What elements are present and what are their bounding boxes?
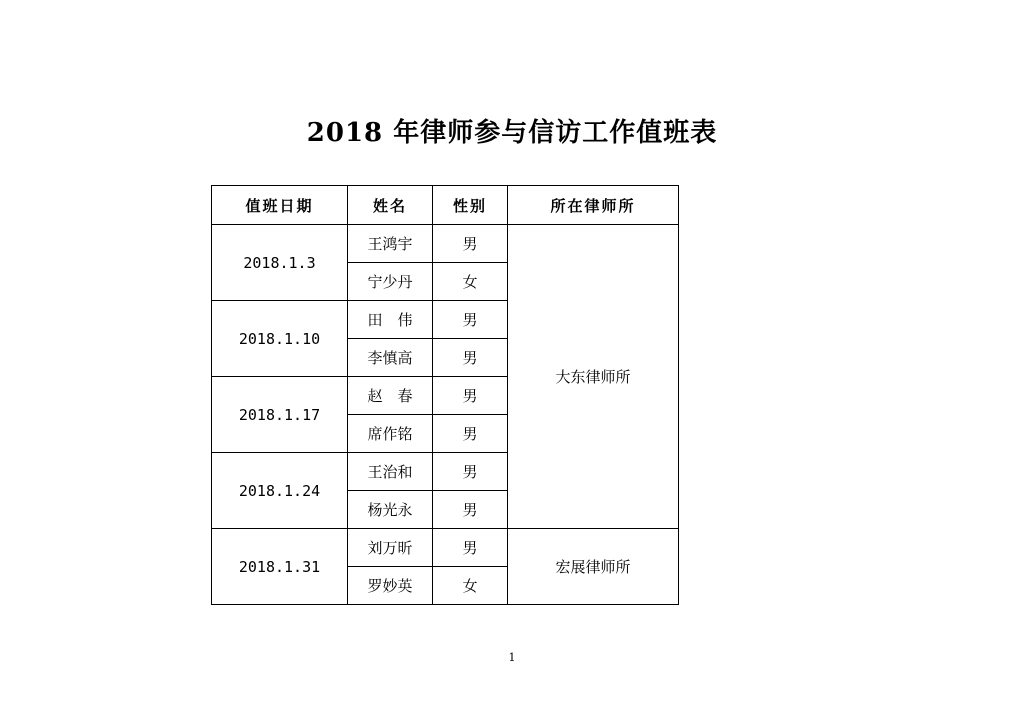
- duty-date: 2018.1.3: [212, 225, 348, 301]
- person-gender: 男: [433, 377, 508, 415]
- table-row: [212, 529, 679, 567]
- person-name: 杨光永: [348, 491, 433, 529]
- person-name: 罗妙英: [348, 567, 433, 605]
- header-date: 值班日期: [212, 186, 348, 225]
- person-gender: 女: [433, 263, 508, 301]
- person-name: 王鸿宇: [348, 225, 433, 263]
- duty-roster-table: [211, 185, 679, 605]
- header-name: 姓名: [348, 186, 433, 225]
- person-name: 王治和: [348, 453, 433, 491]
- person-gender: 男: [433, 225, 508, 263]
- firm-name: 大东律师所: [508, 225, 679, 529]
- duty-date: 2018.1.10: [212, 301, 348, 377]
- person-name: 赵 春: [348, 377, 433, 415]
- person-gender: 男: [433, 339, 508, 377]
- person-gender: 女: [433, 567, 508, 605]
- page-number: 1: [508, 651, 516, 664]
- person-name: 宁少丹: [348, 263, 433, 301]
- person-gender: 男: [433, 415, 508, 453]
- duty-date: 2018.1.31: [212, 529, 348, 605]
- table-header-row: [212, 186, 679, 225]
- person-gender: 男: [433, 491, 508, 529]
- person-name: 刘万昕: [348, 529, 433, 567]
- duty-date: 2018.1.17: [212, 377, 348, 453]
- header-gender: 性别: [433, 186, 508, 225]
- person-gender: 男: [433, 529, 508, 567]
- document-title: 2018 年律师参与信访工作值班表: [306, 118, 718, 148]
- person-name: 席作铭: [348, 415, 433, 453]
- duty-date: 2018.1.24: [212, 453, 348, 529]
- header-firm: 所在律师所: [508, 186, 679, 225]
- person-name: 李慎高: [348, 339, 433, 377]
- person-gender: 男: [433, 301, 508, 339]
- table-row: [212, 225, 679, 263]
- firm-name: 宏展律师所: [508, 529, 679, 605]
- person-gender: 男: [433, 453, 508, 491]
- person-name: 田 伟: [348, 301, 433, 339]
